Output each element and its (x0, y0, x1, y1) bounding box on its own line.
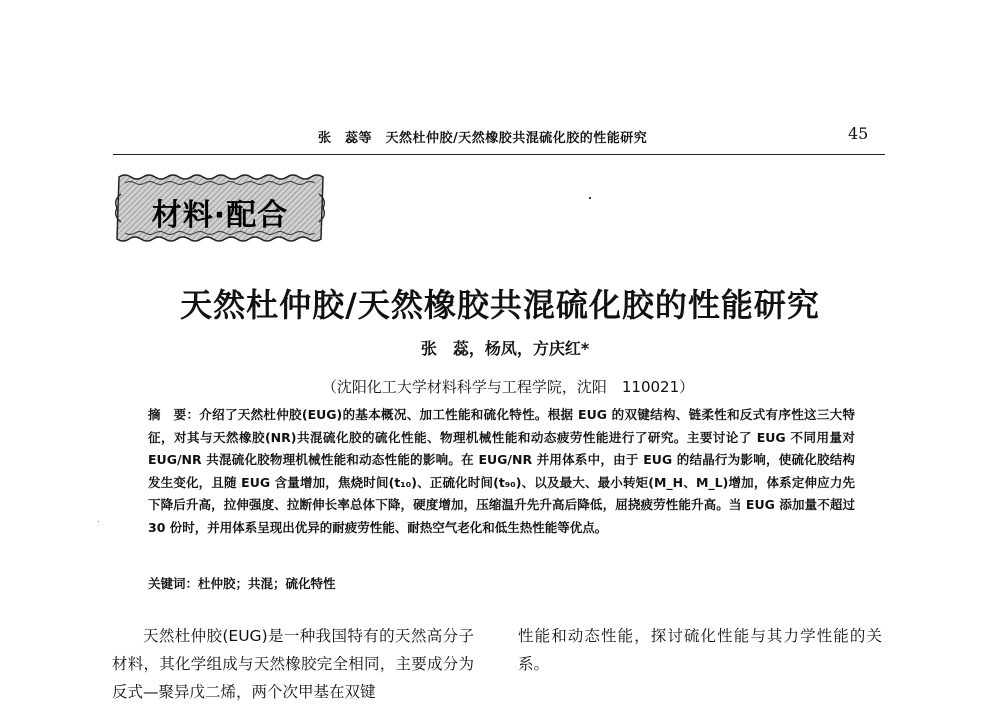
keywords-label: 关键词： (148, 576, 199, 591)
abstract-text: 介绍了天然杜仲胶(EUG)的基本概况、加工性能和硫化特性。根据 EUG 的双键结构、链柔性和反式有序性这三大特征，对其与天然橡胶(NR)共混硫化胶的硫化性能、物理机械性能和动态疲劳性能进行了研究。主要讨论了 EUG 不同用量对 EUG/NR 共混硫化胶物理机械性能和动态性能的影响。在 EUG/NR 并用体系中，由于 EUG 的结晶行为影响，使硫化胶结构发生变化，且随 EUG 含量增加，焦烧时间(t₁₀)、正硫化时间(t₉₀)、以及最大、最小转矩(M_H、M_L)增加，体系定伸应力先下降后升高，拉伸强度、拉断伸长率总体下降，硬度增加，压缩温升先升高后降低，屈挠疲劳性能升高。当 EUG 添加量不超过 30 份时，并用体系呈现出优异的耐疲劳性能、耐热空气老化和低生热性能等优点。 (148, 407, 855, 535)
header-rule (113, 154, 885, 155)
page-number: 45 (848, 124, 869, 143)
article-affiliation: （沈阳化工大学材料科学与工程学院，沈阳 110021） (321, 378, 695, 396)
body-column-left: 天然杜仲胶(EUG)是一种我国特有的天然高分子材料，其化学组成与天然橡胶完全相同，主要成分为反式—聚异戊二烯，两个次甲基在双键 (112, 627, 474, 701)
keywords (148, 574, 855, 592)
body-column-right: 性能和动态性能，探讨硫化性能与其力学性能的关系。 (518, 627, 882, 673)
abstract-label: 摘 要： (148, 407, 200, 422)
article-title: 天然杜仲胶/天然橡胶共混硫化胶的性能研究 (180, 286, 820, 324)
scan-speck (98, 521, 99, 522)
column-badge-label: 材料·配合 (151, 198, 289, 233)
running-title: 张 蕊等 天然杜仲胶/天然橡胶共混硫化胶的性能研究 (318, 131, 648, 146)
article-authors: 张 蕊，杨凤，方庆红* (420, 339, 590, 358)
scan-speck (589, 197, 591, 199)
abstract (148, 404, 855, 539)
keywords-text: 杜仲胶；共混；硫化特性 (198, 576, 336, 591)
